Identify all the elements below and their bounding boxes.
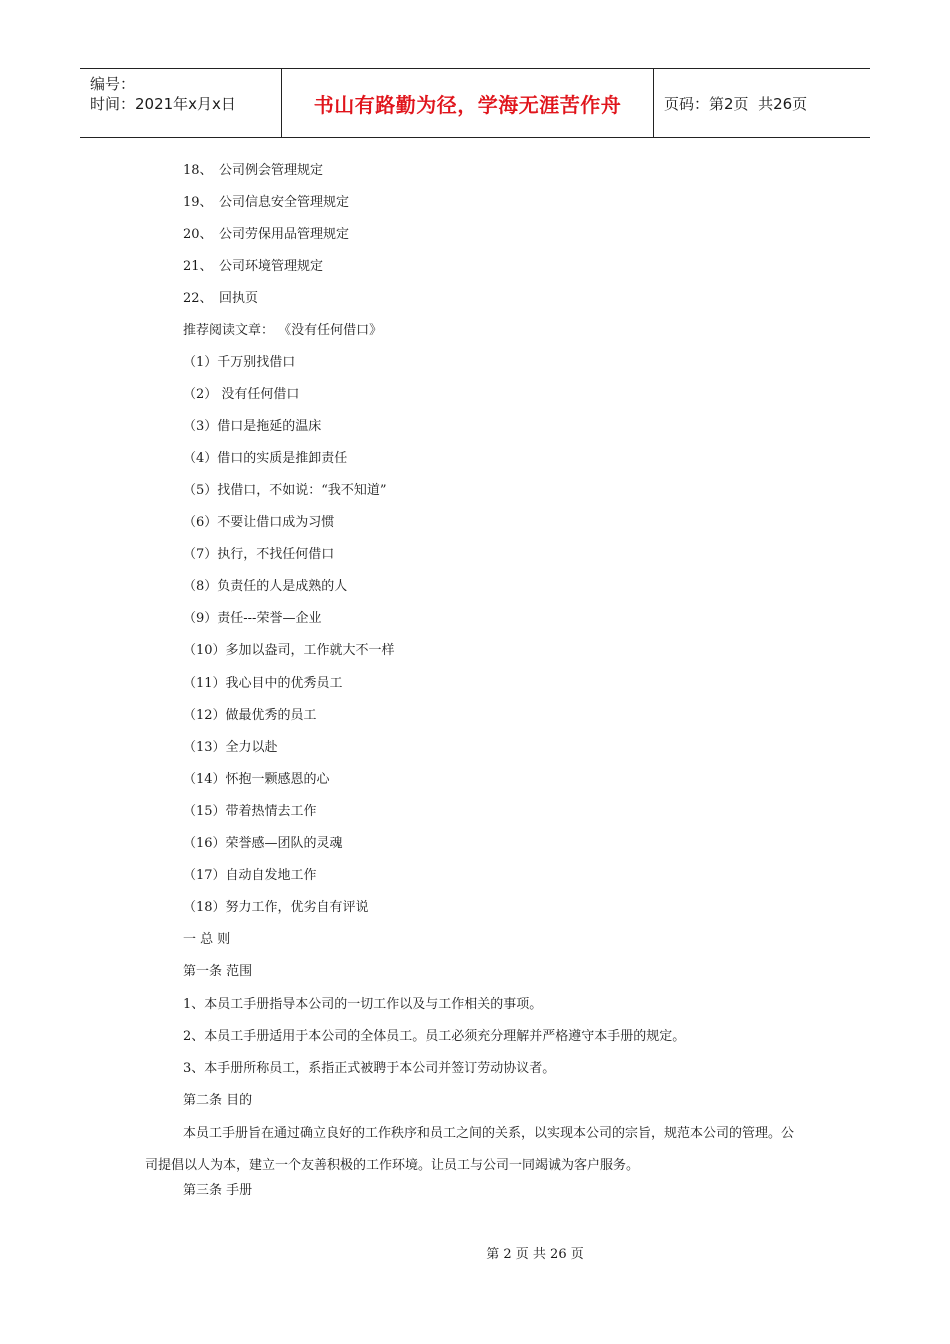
toc-item: 20、 公司劳保用品管理规定 <box>183 227 350 242</box>
page-header <box>80 68 870 138</box>
toc-item: 19、 公司信息安全管理规定 <box>183 195 350 210</box>
article1-title: 第一条 范围 <box>183 964 253 979</box>
article1-item: 2、本员工手册适用于本公司的全体员工。员工必须充分理解并严格遵守本手册的规定。 <box>183 1029 686 1044</box>
article-list-item: （10）多加以盎司，工作就大不一样 <box>183 643 395 658</box>
article2-body: 本员工手册旨在通过确立良好的工作秩序和员工之间的关系，以实现本公司的宗旨，规范本公司的管理。公司提倡以人为本，建立一个友善积极的工作环境。让员工与公司一同竭诚为客户服务。 <box>145 1126 795 1173</box>
article2-title: 第二条 目的 <box>183 1093 253 1108</box>
article-list-item: （13）全力以赴 <box>183 740 278 755</box>
article-list-item: （1）千万别找借口 <box>183 355 296 370</box>
article-list-item: （15）带着热情去工作 <box>183 804 317 819</box>
page-footer: 第 2 页 共 26 页 <box>486 1247 584 1262</box>
header-meta <box>80 69 282 137</box>
article-list-item: （16）荣誉感—团队的灵魂 <box>183 836 343 851</box>
article-list-item: （14）怀抱一颗感恩的心 <box>183 772 330 787</box>
article-list-item: （6）不要让借口成为习惯 <box>183 515 335 530</box>
header-motto: 书山有路勤为径，学海无涯苦作舟 <box>282 69 654 137</box>
header-page-label: 页码：第2页 共26页 <box>664 94 808 113</box>
document-time-label: 时间：2021年x月x日 <box>90 95 236 113</box>
recommend-title: 推荐阅读文章： 《没有任何借口》 <box>183 323 383 338</box>
header-page-info <box>654 69 870 137</box>
article-list-item: （9）责任---荣誉—企业 <box>183 611 322 626</box>
article-list-item: （8）负责任的人是成熟的人 <box>183 579 348 594</box>
article-list-item: （2） 没有任何借口 <box>183 387 300 402</box>
article-list-item: （12）做最优秀的员工 <box>183 708 317 723</box>
chapter-title: 一 总 则 <box>183 932 231 947</box>
article3-title: 第三条 手册 <box>183 1183 253 1198</box>
article-list-item: （4）借口的实质是推卸责任 <box>183 451 348 466</box>
article1-item: 1、本员工手册指导本公司的一切工作以及与工作相关的事项。 <box>183 997 543 1012</box>
article1-item: 3、本手册所称员工，系指正式被聘于本公司并签订劳动协议者。 <box>183 1061 556 1076</box>
article-list-item: （7）执行，不找任何借口 <box>183 547 335 562</box>
article-list-item: （3）借口是拖延的温床 <box>183 419 322 434</box>
toc-item: 18、 公司例会管理规定 <box>183 163 324 178</box>
toc-item: 21、 公司环境管理规定 <box>183 259 324 274</box>
article-list-item: （5）找借口，不如说：“我不知道” <box>183 483 387 498</box>
article-list-item: （18）努力工作，优劣自有评说 <box>183 900 369 915</box>
document-number-label: 编号： <box>90 75 136 93</box>
toc-item: 22、 回执页 <box>183 291 259 306</box>
article-list-item: （11）我心目中的优秀员工 <box>183 676 343 691</box>
article-list-item: （17）自动自发地工作 <box>183 868 317 883</box>
